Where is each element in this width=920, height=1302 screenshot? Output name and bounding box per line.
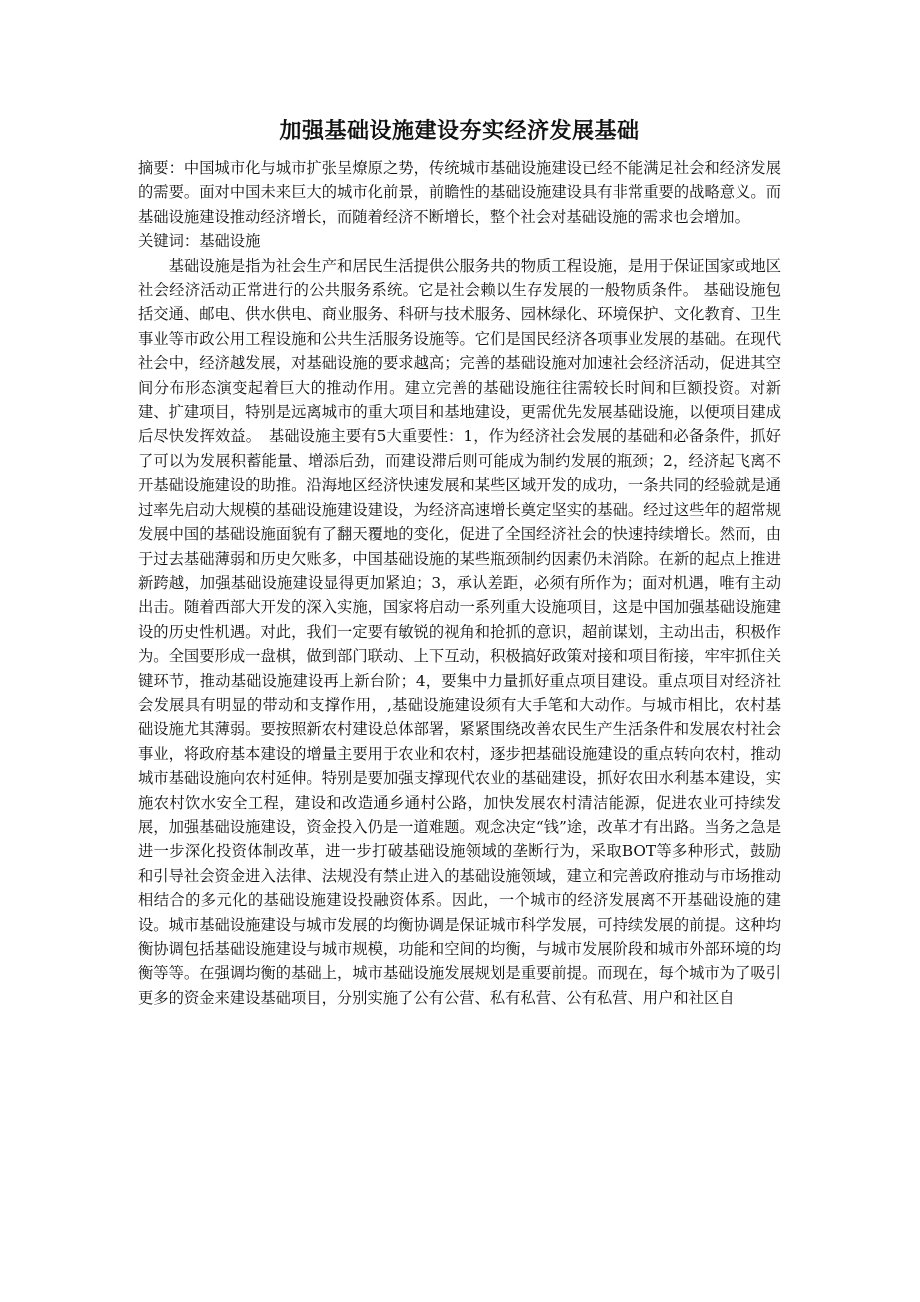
keywords-line: 关键词：基础设施 xyxy=(138,232,261,251)
abstract-paragraph: 摘要：中国城市化与城市扩张呈燎原之势，传统城市基础设施建设已经不能满足社会和经济发展的需要。面对中国未来巨大的城市化前景，前瞻性的基础设施建设具有非常重要的战略意义。而基础设施建设推动经济增长，而随着经济不断增长，整个社会对基础设施的需求也会增加。 xyxy=(138,159,781,226)
body-paragraph: 基础设施是指为社会生产和居民生活提供公服务共的物质工程设施，是用于保证国家或地区社会经济活动正常进行的公共服务系统。它是社会赖以生存发展的一般物质条件。 基础设施包括交通、邮电、供水供电、商业服务、科研与技术服务、园林绿化、环境保护、文化教育、卫生事业等市政公用工程设施和公共生活服务设施等。它们是国民经济各项事业发展的基础。在现代社会中，经济越发展，对基础设施的要求越高；完善的基础设施对加速社会经济活动，促进其空间分布形态演变起着巨大的推动作用。建立完善的基础设施往往需较长时间和巨额投资。对新建、扩建项目，特别是远离城市的重大项目和基地建设，更需优先发展基础设施，以便项目建成后尽快发挥效益。 基础设施主要有5大重要性：1，作为经济社会发展的基础和必备条件，抓好了可以为发展积蓄能量、增添后劲，而建设滞后则可能成为制约发展的瓶颈；2，经济起飞离不开基础设施建设的助推。沿海地区经济快速发展和某些区域开发的成功，一条共同的经验就是通过率先启动大规模的基础设施建设建设，为经济高速增长奠定坚实的基础。经过这些年的超常规发展中国的基础设施面貌有了翻天覆地的变化，促进了全国经济社会的快速持续增长。然而，由于过去基础薄弱和历史欠账多，中国基础设施的某些瓶颈制约因素仍未消除。在新的起点上推进新跨越，加强基础设施建设显得更加紧迫；3，承认差距，必须有所作为；面对机遇，唯有主动出击。随着西部大开发的深入实施，国家将启动一系列重大设施项目，这是中国加强基础设施建设的历史性机遇。对此，我们一定要有敏锐的视角和抢抓的意识，超前谋划，主动出击，积极作为。全国要形成一盘棋，做到部门联动、上下互动，积极搞好政策对接和项目衔接，牢牢抓住关键环节，推动基础设施建设再上新台阶；4，要集中力量抓好重点项目建设。重点项目对经济社会发展具有明显的带动和支撑作用，,基础设施建设须有大手笔和大动作。与城市相比，农村基础设施尤其薄弱。要按照新农村建设总体部署，紧紧围绕改善农民生产生活条件和发展农村社会事业，将政府基本建设的增量主要用于农业和农村，逐步把基础设施建设的重点转向农村，推动城市基础设施向农村延伸。特别是要加强支撑现代农业的基础建设，抓好农田水利基本建设，实施农村饮水安全工程，建设和改造通乡通村公路，加快发展农村清洁能源，促进农业可持续发展，加强基础设施建设，资金投入仍是一道难题。观念决定“钱”途，改革才有出路。当务之急是进一步深化投资体制改革，进一步打破基础设施领域的垄断行为，采取BOT等多种形式，鼓励和引导社会资金进入法律、法规没有禁止进入的基础设施领域，建立和完善政府推动与市场推动相结合的多元化的基础设施建设投融资体系。因此，一个城市的经济发展离不开基础设施的建设。城市基础设施建设与城市发展的均衡协调是保证城市科学发展，可持续发展的前提。这种均衡协调包括基础设施建设与城市规模，功能和空间的均衡，与城市发展阶段和城市外部环境的均衡等等。在强调均衡的基础上，城市基础设施发展规划是重要前提。而现在，每个城市为了吸引更多的资金来建设基础项目，分别实施了公有公营、私有私营、公有私营、用户和社区自 xyxy=(138,256,781,1007)
document-title: 加强基础设施建设夯实经济发展基础 xyxy=(279,118,640,144)
document-page xyxy=(138,116,781,1010)
